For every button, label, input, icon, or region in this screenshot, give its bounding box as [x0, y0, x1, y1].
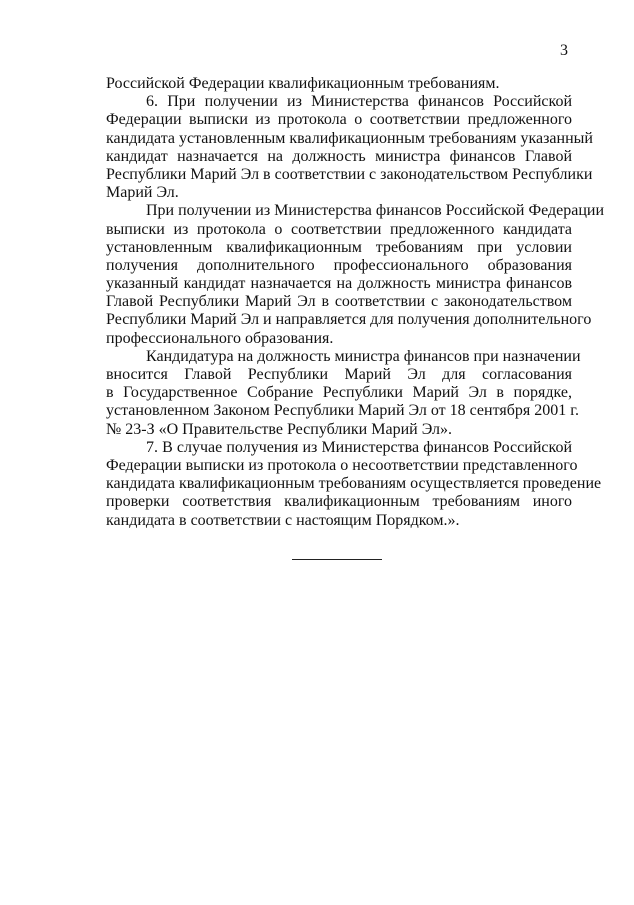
text-line: профессионального образования.	[106, 329, 334, 347]
text-line: в Государственное Собрание Республики Марий Эл в порядке,	[106, 384, 572, 402]
text-line: Кандидатура на должность министра финансов при назначении	[146, 347, 581, 365]
text-line: выписки из протокола о соответствии предложенного кандидата	[106, 220, 572, 238]
text-line: Главой Республики Марий Эл в соответствии с законодательством	[106, 293, 572, 311]
end-divider	[292, 559, 382, 560]
document-body	[106, 75, 605, 530]
text-line: Федерации выписки из протокола о соответствии предложенного	[106, 111, 572, 129]
page-number: 3	[560, 42, 568, 59]
text-line: Республики Марий Эл и направляется для получения дополнительного	[106, 311, 592, 329]
text-line: кандидата квалификационным требованиям осуществляется проведение	[106, 475, 602, 493]
text-line: Федерации выписки из протокола о несоответствии представленного	[106, 456, 578, 474]
text-line: Марий Эл.	[106, 184, 179, 202]
text-line: При получении из Министерства финансов Российской Федерации	[146, 202, 605, 220]
text-line: проверки соответствия квалификационным требованиям иного	[106, 493, 572, 511]
text-line: кандидата в соответствии с настоящим Порядком.».	[106, 511, 460, 529]
text-line: указанный кандидат назначается на должность министра финансов	[106, 275, 572, 293]
text-line: кандидат назначается на должность министра финансов Главой	[106, 147, 572, 165]
text-line: установленном Законом Республики Марий Эл от 18 сентября 2001 г.	[106, 402, 579, 420]
text-line: кандидата установленным квалификационным требованиям указанный	[106, 129, 593, 147]
text-line: 7. В случае получения из Министерства финансов Российской	[146, 438, 572, 456]
text-line: № 23-З «О Правительстве Республики Марий Эл».	[106, 420, 453, 438]
text-line: 6. При получении из Министерства финансов Российской	[146, 93, 572, 111]
text-line: Российской Федерации квалификационным требованиям.	[106, 75, 500, 92]
text-line: вносится Главой Республики Марий Эл для согласования	[106, 366, 572, 383]
text-line: установленным квалификационным требованиям при условии	[106, 238, 572, 256]
text-line: Республики Марий Эл в соответствии с законодательством Республики	[106, 165, 593, 183]
text-line: получения дополнительного профессионального образования	[106, 256, 572, 274]
